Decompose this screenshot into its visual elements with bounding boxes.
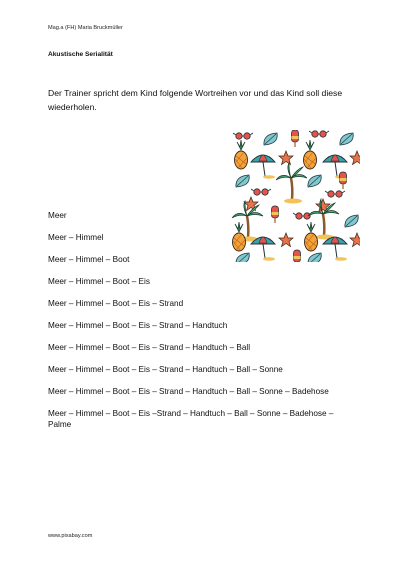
word-row-1: Meer (48, 211, 67, 220)
word-row-8: Meer – Himmel – Boot – Eis – Strand – Handtuch – Ball – Sonne (48, 365, 283, 374)
word-row-10: Meer – Himmel – Boot – Eis –Strand – Handtuch – Ball – Sonne – Badehose – Palme (48, 409, 334, 429)
word-row-9: Meer – Himmel – Boot – Eis – Strand – Handtuch – Ball – Sonne – Badehose (48, 387, 329, 396)
word-row-5: Meer – Himmel – Boot – Eis – Strand (48, 299, 184, 308)
word-row-6: Meer – Himmel – Boot – Eis – Strand – Handtuch (48, 321, 228, 330)
author-header: Mag.a (FH) Maria Bruckmüller (48, 25, 123, 31)
source-footer: www.pixabay.com (48, 533, 93, 539)
instruction-text: Der Trainer spricht dem Kind folgende Wortreihen vor und das Kind soll diese wiederholen. (48, 88, 343, 112)
word-row-2: Meer – Himmel (48, 233, 104, 242)
word-row-4: Meer – Himmel – Boot – Eis (48, 277, 150, 286)
word-row-3: Meer – Himmel – Boot (48, 255, 130, 264)
word-series-list (48, 210, 348, 441)
document-title: Akustische Serialität (48, 51, 113, 58)
word-row-7: Meer – Himmel – Boot – Eis – Strand – Handtuch – Ball (48, 343, 251, 352)
